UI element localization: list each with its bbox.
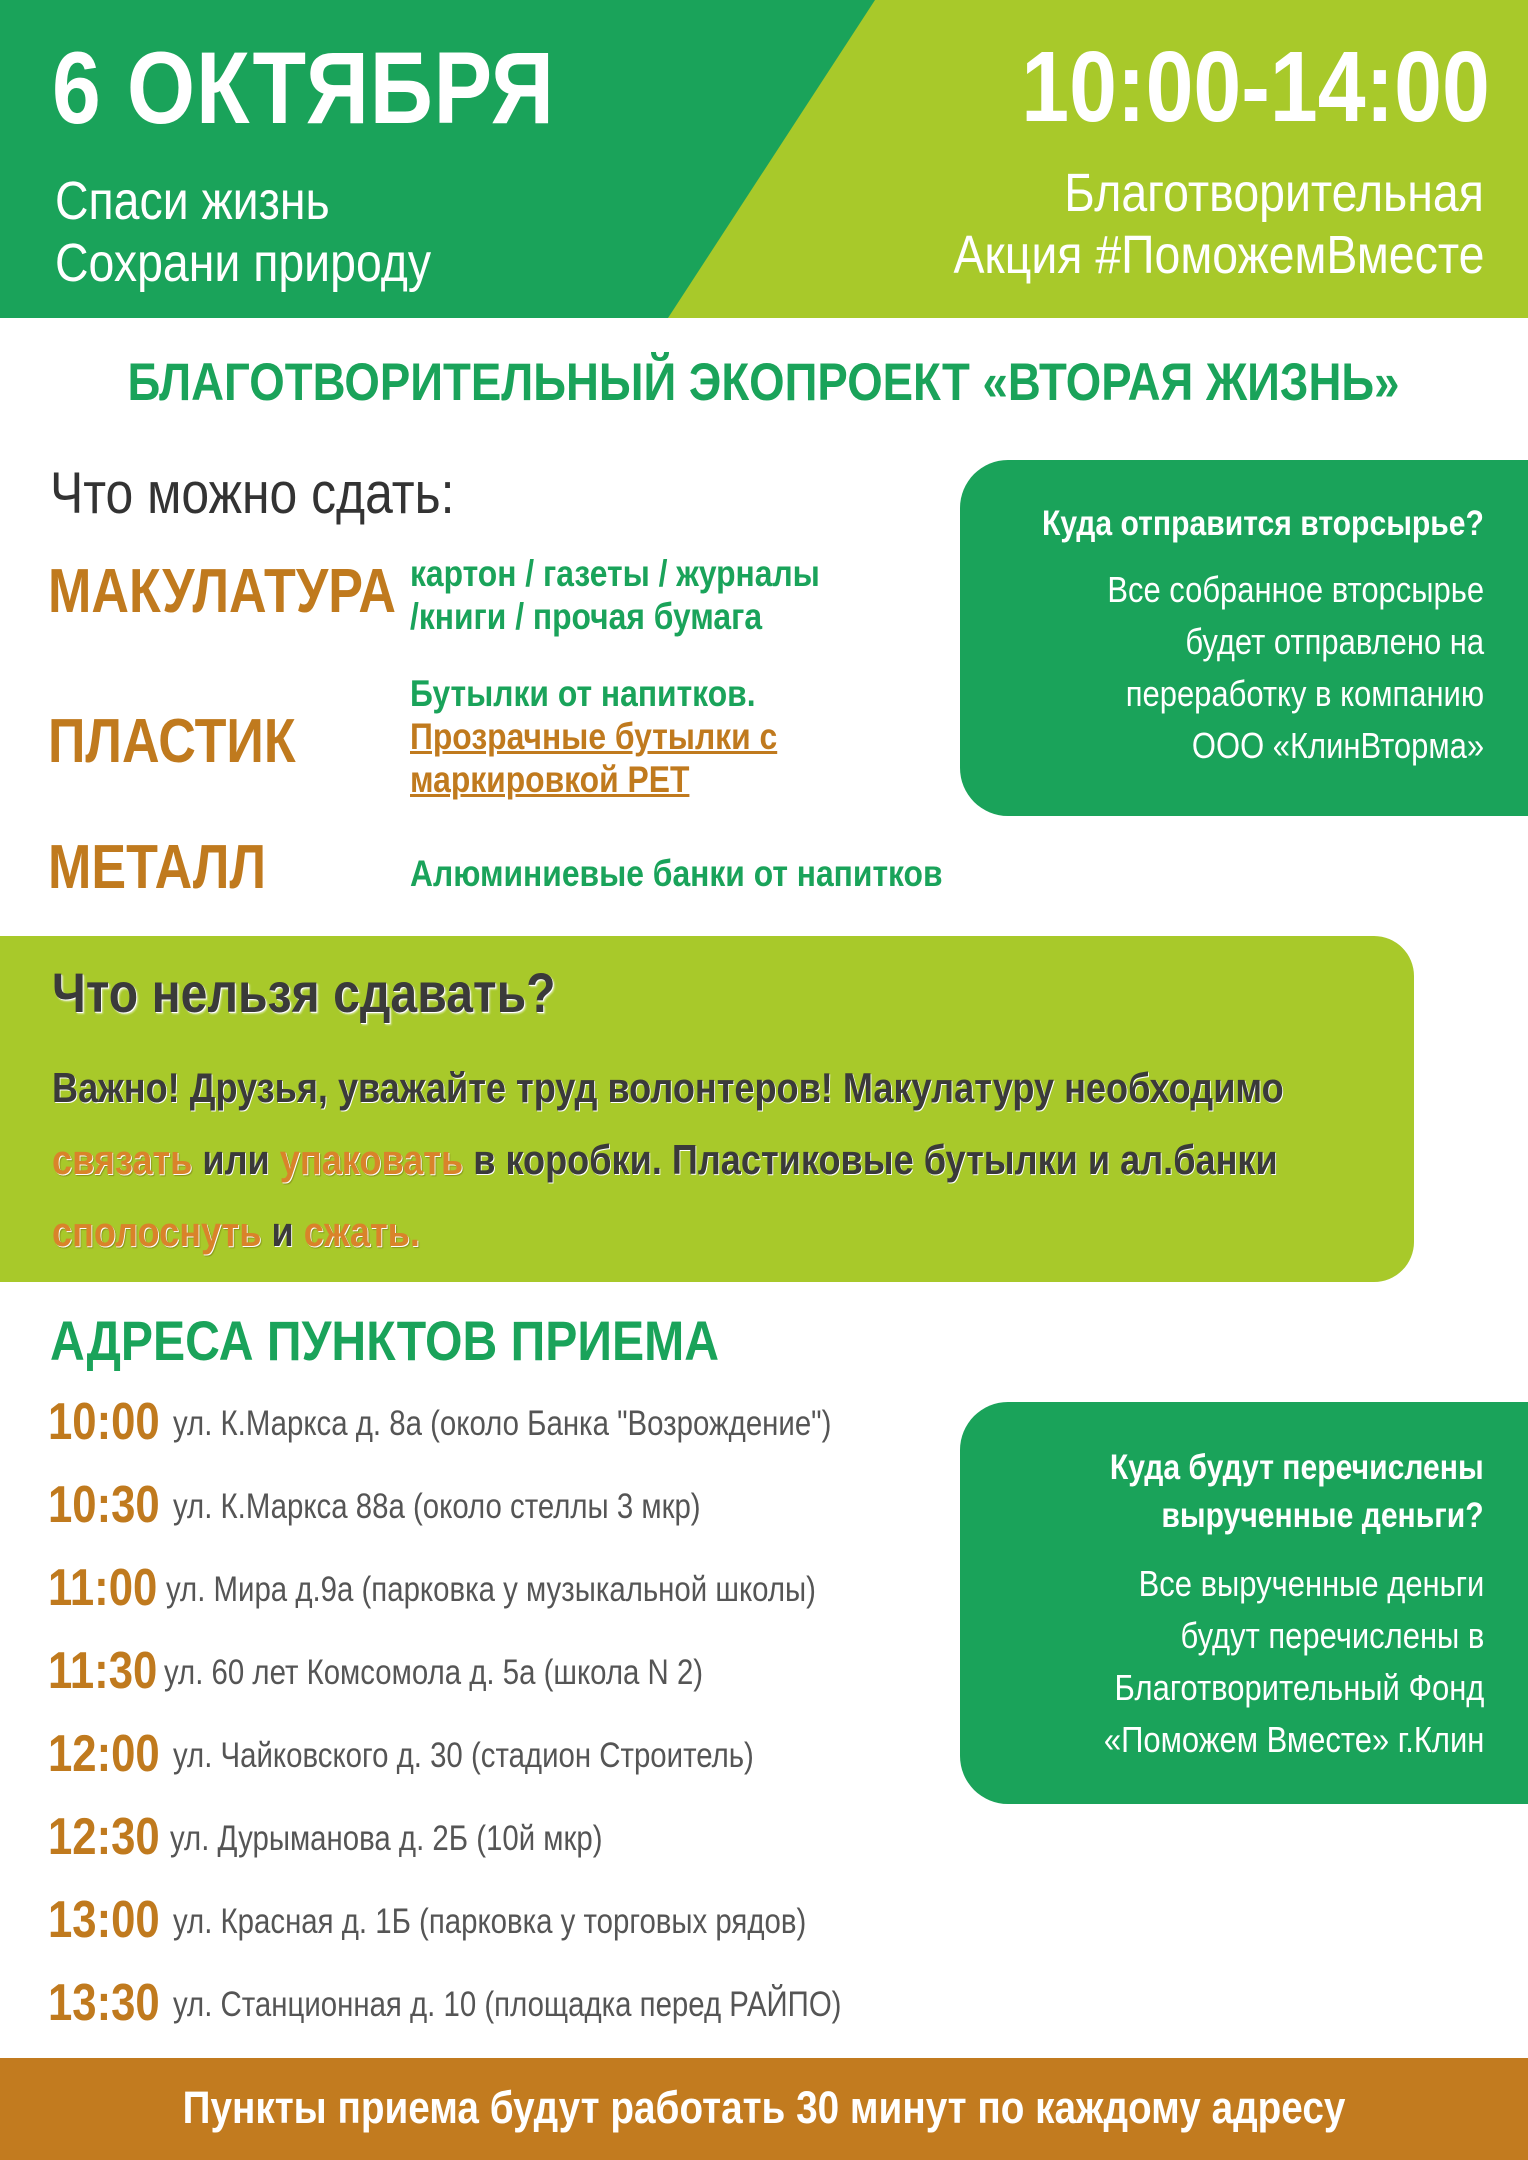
restrictions-line-3 [52, 1196, 1239, 1268]
funds-answer-line-2: будут перечислены в [1180, 1615, 1484, 1656]
address-text: ул. Станционная д. 10 (площадка перед РАЙПО) [173, 1985, 842, 2024]
plastic-pet-link-1[interactable]: Прозрачные бутылки с [410, 716, 778, 757]
restrictions-text-1: Важно! Друзья, уважайте труд волонтеров! Макулатуру необходимо [52, 1064, 1284, 1111]
address-text: ул. Красная д. 1Б (парковка у торговых рядов) [173, 1902, 807, 1941]
recycle-answer [1107, 564, 1484, 772]
address-text: ул. Мира д.9а (парковка у музыкальной школы) [166, 1570, 816, 1609]
restrictions-line-2 [52, 1124, 1278, 1196]
recycle-answer-line-2: будет отправлено на [1185, 621, 1484, 662]
highlight-pack: упаковать [279, 1136, 464, 1183]
restrictions-text-3: в коробки. Пластиковые бутылки и ал.банки [463, 1136, 1278, 1183]
address-text: ул. К.Маркса д. 8а (около Банка "Возрождение") [173, 1404, 832, 1443]
address-time: 13:00 [48, 1891, 160, 1949]
address-text: ул. Дурыманова д. 2Б (10й мкр) [170, 1819, 603, 1858]
footer-note [0, 2082, 1528, 2134]
accept-heading: Что можно сдать: [50, 461, 455, 526]
funds-answer-line-4: «Поможем Вместе» г.Клин [1103, 1719, 1484, 1760]
category-plastic: ПЛАСТИК [48, 707, 296, 776]
recycle-answer-line-3: переработку в компанию [1125, 673, 1484, 714]
funds-question [1110, 1444, 1484, 1540]
address-time: 12:30 [48, 1808, 160, 1866]
project-title-text: БЛАГОТВОРИТЕЛЬНЫЙ ЭКОПРОЕКТ «ВТОРАЯ ЖИЗНЬ» [128, 353, 1400, 412]
category-metal-desc: Алюминиевые банки от напитков [410, 853, 943, 894]
slogan-line-2: Сохрани природу [55, 233, 432, 293]
category-metal: МЕТАЛЛ [48, 833, 266, 902]
category-paper-desc [410, 552, 820, 638]
funds-answer-line-1: Все вырученные деньги [1138, 1563, 1484, 1604]
action-line-2: Акция #ПоможемВместе [953, 225, 1484, 285]
highlight-crush: сжать. [303, 1208, 420, 1255]
slogan-line-1: Спаси жизнь [55, 171, 330, 231]
recycle-answer-line-4: ООО «КлинВторма» [1191, 725, 1484, 766]
plastic-desc-line-1: Бутылки от напитков. [410, 673, 756, 714]
recycle-answer-line-1: Все собранное вторсырье [1107, 569, 1484, 610]
action-line-1: Благотворительная [1064, 163, 1484, 223]
project-title [0, 352, 1528, 413]
address-time: 12:00 [48, 1725, 160, 1783]
address-time: 11:30 [48, 1642, 158, 1700]
address-text: ул. Чайковского д. 30 (стадион Строитель) [173, 1736, 754, 1775]
funds-answer-line-3: Благотворительный Фонд [1114, 1667, 1484, 1708]
address-time: 13:30 [48, 1974, 160, 2032]
category-plastic-desc [410, 672, 777, 801]
event-time: 10:00-14:00 [1021, 31, 1490, 143]
category-paper: МАКУЛАТУРА [48, 557, 397, 626]
paper-desc-line-1: картон / газеты / журналы [410, 553, 820, 594]
address-text: ул. К.Маркса 88а (около стеллы 3 мкр) [173, 1487, 701, 1526]
restrictions-text [52, 1052, 1432, 1268]
address-time: 10:00 [48, 1393, 160, 1451]
address-text: ул. 60 лет Комсомола д. 5а (школа N 2) [164, 1653, 704, 1692]
footer-note-text: Пункты приема будут работать 30 минут по каждому адресу [182, 2082, 1346, 2133]
addresses-heading: АДРЕСА ПУНКТОВ ПРИЕМА [50, 1309, 720, 1372]
recycle-question: Куда отправится вторсырье? [1042, 504, 1484, 543]
funds-answer [1104, 1558, 1484, 1766]
address-time: 11:00 [48, 1559, 158, 1617]
address-time: 10:30 [48, 1476, 160, 1534]
restrictions-line-1 [52, 1052, 1284, 1124]
funds-question-line-2: вырученные деньги? [1161, 1496, 1484, 1535]
highlight-tie: связать [52, 1136, 193, 1183]
event-date: 6 ОКТЯБРЯ [52, 31, 555, 145]
paper-desc-line-2: /книги / прочая бумага [410, 596, 763, 637]
restrictions-text-2: или [192, 1136, 280, 1183]
highlight-rinse: сполоснуть [52, 1208, 262, 1255]
funds-question-line-1: Куда будут перечислены [1110, 1448, 1484, 1487]
plastic-pet-link-2[interactable]: маркировкой PET [410, 759, 690, 800]
restrictions-text-4: и [261, 1208, 304, 1255]
restrictions-title: Что нельзя сдавать? [52, 961, 556, 1024]
